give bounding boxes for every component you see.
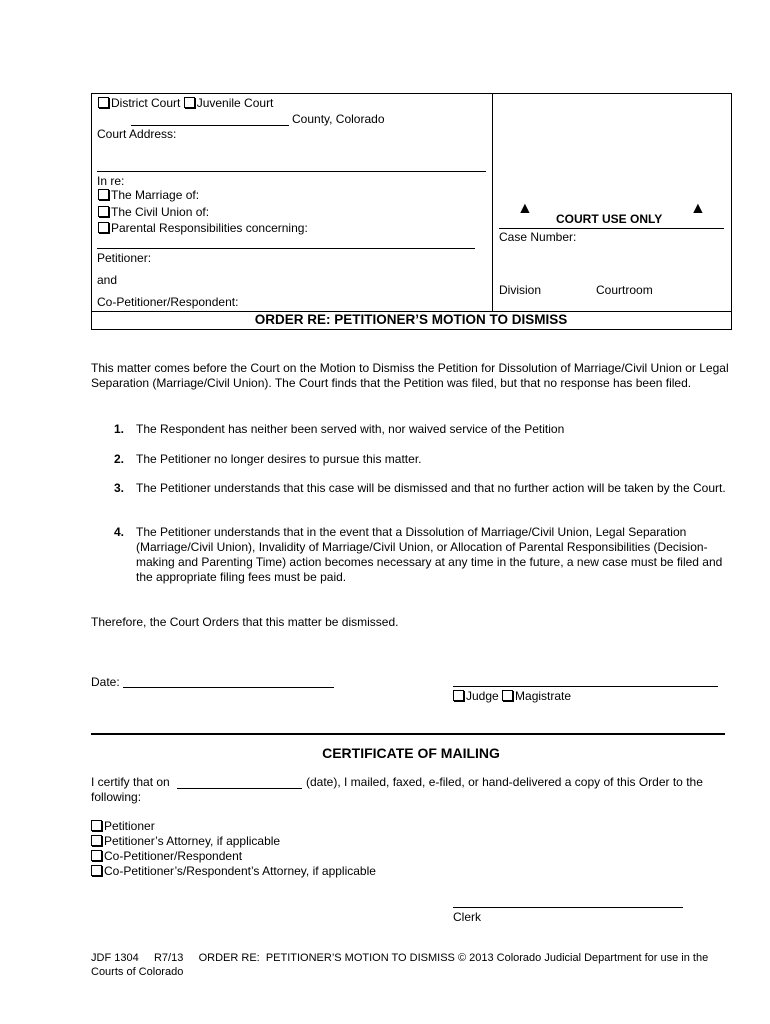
clerk-signature-line[interactable] <box>453 907 683 908</box>
petitioner-label: Petitioner: <box>97 251 152 265</box>
recipient-checkbox[interactable] <box>91 820 102 831</box>
parental-label: Parental Responsibilities concerning: <box>111 221 308 235</box>
finding-number: 2. <box>114 452 125 466</box>
recipient-item <box>91 819 155 833</box>
in-re-option-parental <box>98 221 308 235</box>
county-label: County, Colorado <box>292 112 385 126</box>
parental-checkbox[interactable] <box>98 222 109 233</box>
section-divider <box>91 733 725 735</box>
in-re-option-marriage <box>98 188 199 202</box>
district-court-checkbox[interactable] <box>98 97 109 108</box>
case-number-label: Case Number: <box>499 230 577 244</box>
clerk-label: Clerk <box>453 910 482 924</box>
division-label: Division <box>499 283 542 297</box>
court-address-label: Court Address: <box>97 127 177 141</box>
recipient-checkbox[interactable] <box>91 850 102 861</box>
court-use-rule <box>499 228 724 229</box>
intro-paragraph: This matter comes before the Court on the Motion to Dismiss the Petition for Dissolution of Marriage/Civil Union or Legal Separation (Marriage/Civil Union). The Court finds that the Petition was filed, but that no response has been filed. <box>91 361 729 390</box>
certificate-text-start: I certify that on <box>91 775 170 789</box>
signature-line[interactable] <box>453 686 718 687</box>
finding-text: The Petitioner understands that this case will be dismissed and that no further action will be taken by the Court. <box>136 481 726 495</box>
recipient-checkbox[interactable] <box>91 835 102 846</box>
recipient-item <box>91 849 242 863</box>
date-label: Date: <box>91 675 120 689</box>
civil-union-checkbox[interactable] <box>98 206 109 217</box>
county-blank-line[interactable] <box>131 125 289 126</box>
judge-checkbox[interactable] <box>453 690 464 701</box>
order-text: Therefore, the Court Orders that this matter be dismissed. <box>91 615 399 629</box>
court-use-only-label: COURT USE ONLY <box>556 212 663 226</box>
finding-text: The Respondent has neither been served with, nor waived service of the Petition <box>136 422 565 436</box>
recipient-label: Co-Petitioner/Respondent <box>104 849 243 863</box>
date-blank-line[interactable] <box>123 687 334 688</box>
juvenile-court-checkbox[interactable] <box>184 97 195 108</box>
marriage-label: The Marriage of: <box>111 188 200 202</box>
finding-text: The Petitioner understands that in the event that a Dissolution of Marriage/Civil Union, Legal Separation (Marriage/Civil Union), Invalidity of Marriage/Civil Union, or Allocation of Parental Responsibilities (Decision-making and Parenting Time) action becomes necessary at any time in the future, a new case must be filed and the appropriate filing fees must be paid. <box>136 525 723 584</box>
recipient-checkbox[interactable] <box>91 865 102 876</box>
finding-text: The Petitioner no longer desires to pursue this matter. <box>136 452 422 466</box>
up-arrow-icon: ▲ <box>517 200 533 217</box>
recipient-item <box>91 834 280 848</box>
address-rule <box>97 171 486 172</box>
form-footer: JDF 1304 R7/13 ORDER RE: PETITIONER’S MOTION TO DISMISS © 2013 Colorado Judicial Department for use in the Courts of Colorado <box>91 952 712 978</box>
in-re-label: In re: <box>97 174 125 188</box>
district-court-label: District Court <box>111 96 181 110</box>
courtroom-label: Courtroom <box>596 283 653 297</box>
up-arrow-icon: ▲ <box>690 200 706 217</box>
certificate-heading: CERTIFICATE OF MAILING <box>322 745 500 761</box>
marriage-checkbox[interactable] <box>98 189 109 200</box>
court-type-row <box>98 96 273 110</box>
finding-number: 3. <box>114 481 125 495</box>
signer-row <box>453 689 571 703</box>
respondent-label: Co-Petitioner/Respondent: <box>97 295 239 309</box>
and-label: and <box>97 273 118 287</box>
recipient-label: Petitioner <box>104 819 155 833</box>
juvenile-court-label: Juvenile Court <box>196 96 274 110</box>
in-re-option-civil-union <box>98 205 209 219</box>
recipient-item <box>91 864 376 878</box>
civil-union-label: The Civil Union of: <box>111 205 210 219</box>
certificate-text-end: (date), I mailed, faxed, e-filed, or hand-delivered a copy of this Order to the following: <box>91 775 703 804</box>
caption-divider <box>492 93 493 311</box>
finding-number: 1. <box>114 422 125 436</box>
magistrate-label: Magistrate <box>515 689 572 703</box>
page-title: ORDER RE: PETITIONER’S MOTION TO DISMISS <box>254 312 568 327</box>
parties-rule <box>97 248 475 249</box>
judge-label: Judge <box>466 689 499 703</box>
finding-number: 4. <box>114 525 125 539</box>
recipient-label: Co-Petitioner’s/Respondent’s Attorney, if applicable <box>104 864 376 878</box>
magistrate-checkbox[interactable] <box>502 690 513 701</box>
recipient-label: Petitioner’s Attorney, if applicable <box>104 834 281 848</box>
